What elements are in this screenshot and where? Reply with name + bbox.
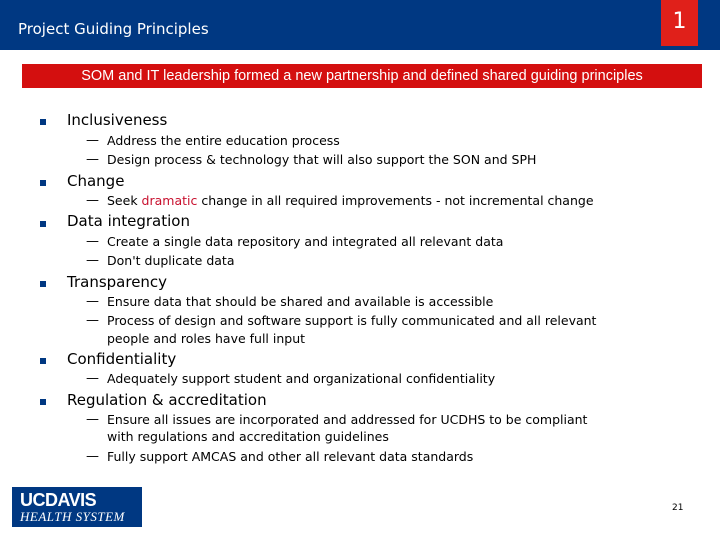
dash-icon: — [86,412,99,427]
ucdavis-logo [12,487,142,527]
principle-item: Create a single data repository and integrated all relevant data [107,234,504,249]
principle-title: Confidentiality [67,350,177,368]
dash-icon: — [86,294,99,309]
dash-icon: — [86,253,99,268]
square-bullet-icon [40,180,46,186]
logo-line1: UCDAVIS [20,490,97,510]
principle-item: Adequately support student and organizational confidentiality [107,371,496,386]
principle-title: Inclusiveness [67,111,168,129]
dash-icon: — [86,234,99,249]
slide-title: Project Guiding Principles [18,20,209,38]
principle-item: Seek dramatic change in all required improvements - not incremental change [107,193,594,208]
slide-number-badge: 1 [661,0,698,46]
dash-icon: — [86,371,99,386]
principle-item: Ensure data that should be shared and available is accessible [107,294,494,309]
logo-line2: HEALTH SYSTEM [20,509,125,524]
subtitle-banner: SOM and IT leadership formed a new partnership and defined shared guiding principles [22,64,702,88]
dash-icon: — [86,313,99,328]
highlight-dramatic: dramatic [141,193,198,208]
square-bullet-icon [40,399,46,405]
principle-item: Address the entire education process [107,133,340,148]
principle-item: Ensure all issues are incorporated and addressed for UCDHS to be compliant [107,412,588,427]
square-bullet-icon [40,221,46,227]
page-number: 21 [672,503,684,513]
principle-title: Regulation & accreditation [67,391,267,409]
principle-item-continued: people and roles have full input [107,331,306,346]
principle-item: Fully support AMCAS and other all relevant data standards [107,449,474,464]
dash-icon: — [86,152,99,167]
principle-title: Transparency [67,273,168,291]
principle-item: Process of design and software support is fully communicated and all relevant [107,313,597,328]
principle-item: Don't duplicate data [107,253,235,268]
principle-title: Data integration [67,212,190,230]
principle-item: Design process & technology that will also support the SON and SPH [107,152,537,167]
dash-icon: — [86,449,99,464]
square-bullet-icon [40,281,46,287]
principle-item-continued: with regulations and accreditation guidelines [107,429,389,444]
dash-icon: — [86,133,99,148]
dash-icon: — [86,193,99,208]
square-bullet-icon [40,358,46,364]
principle-title: Change [67,172,125,190]
square-bullet-icon [40,119,46,125]
